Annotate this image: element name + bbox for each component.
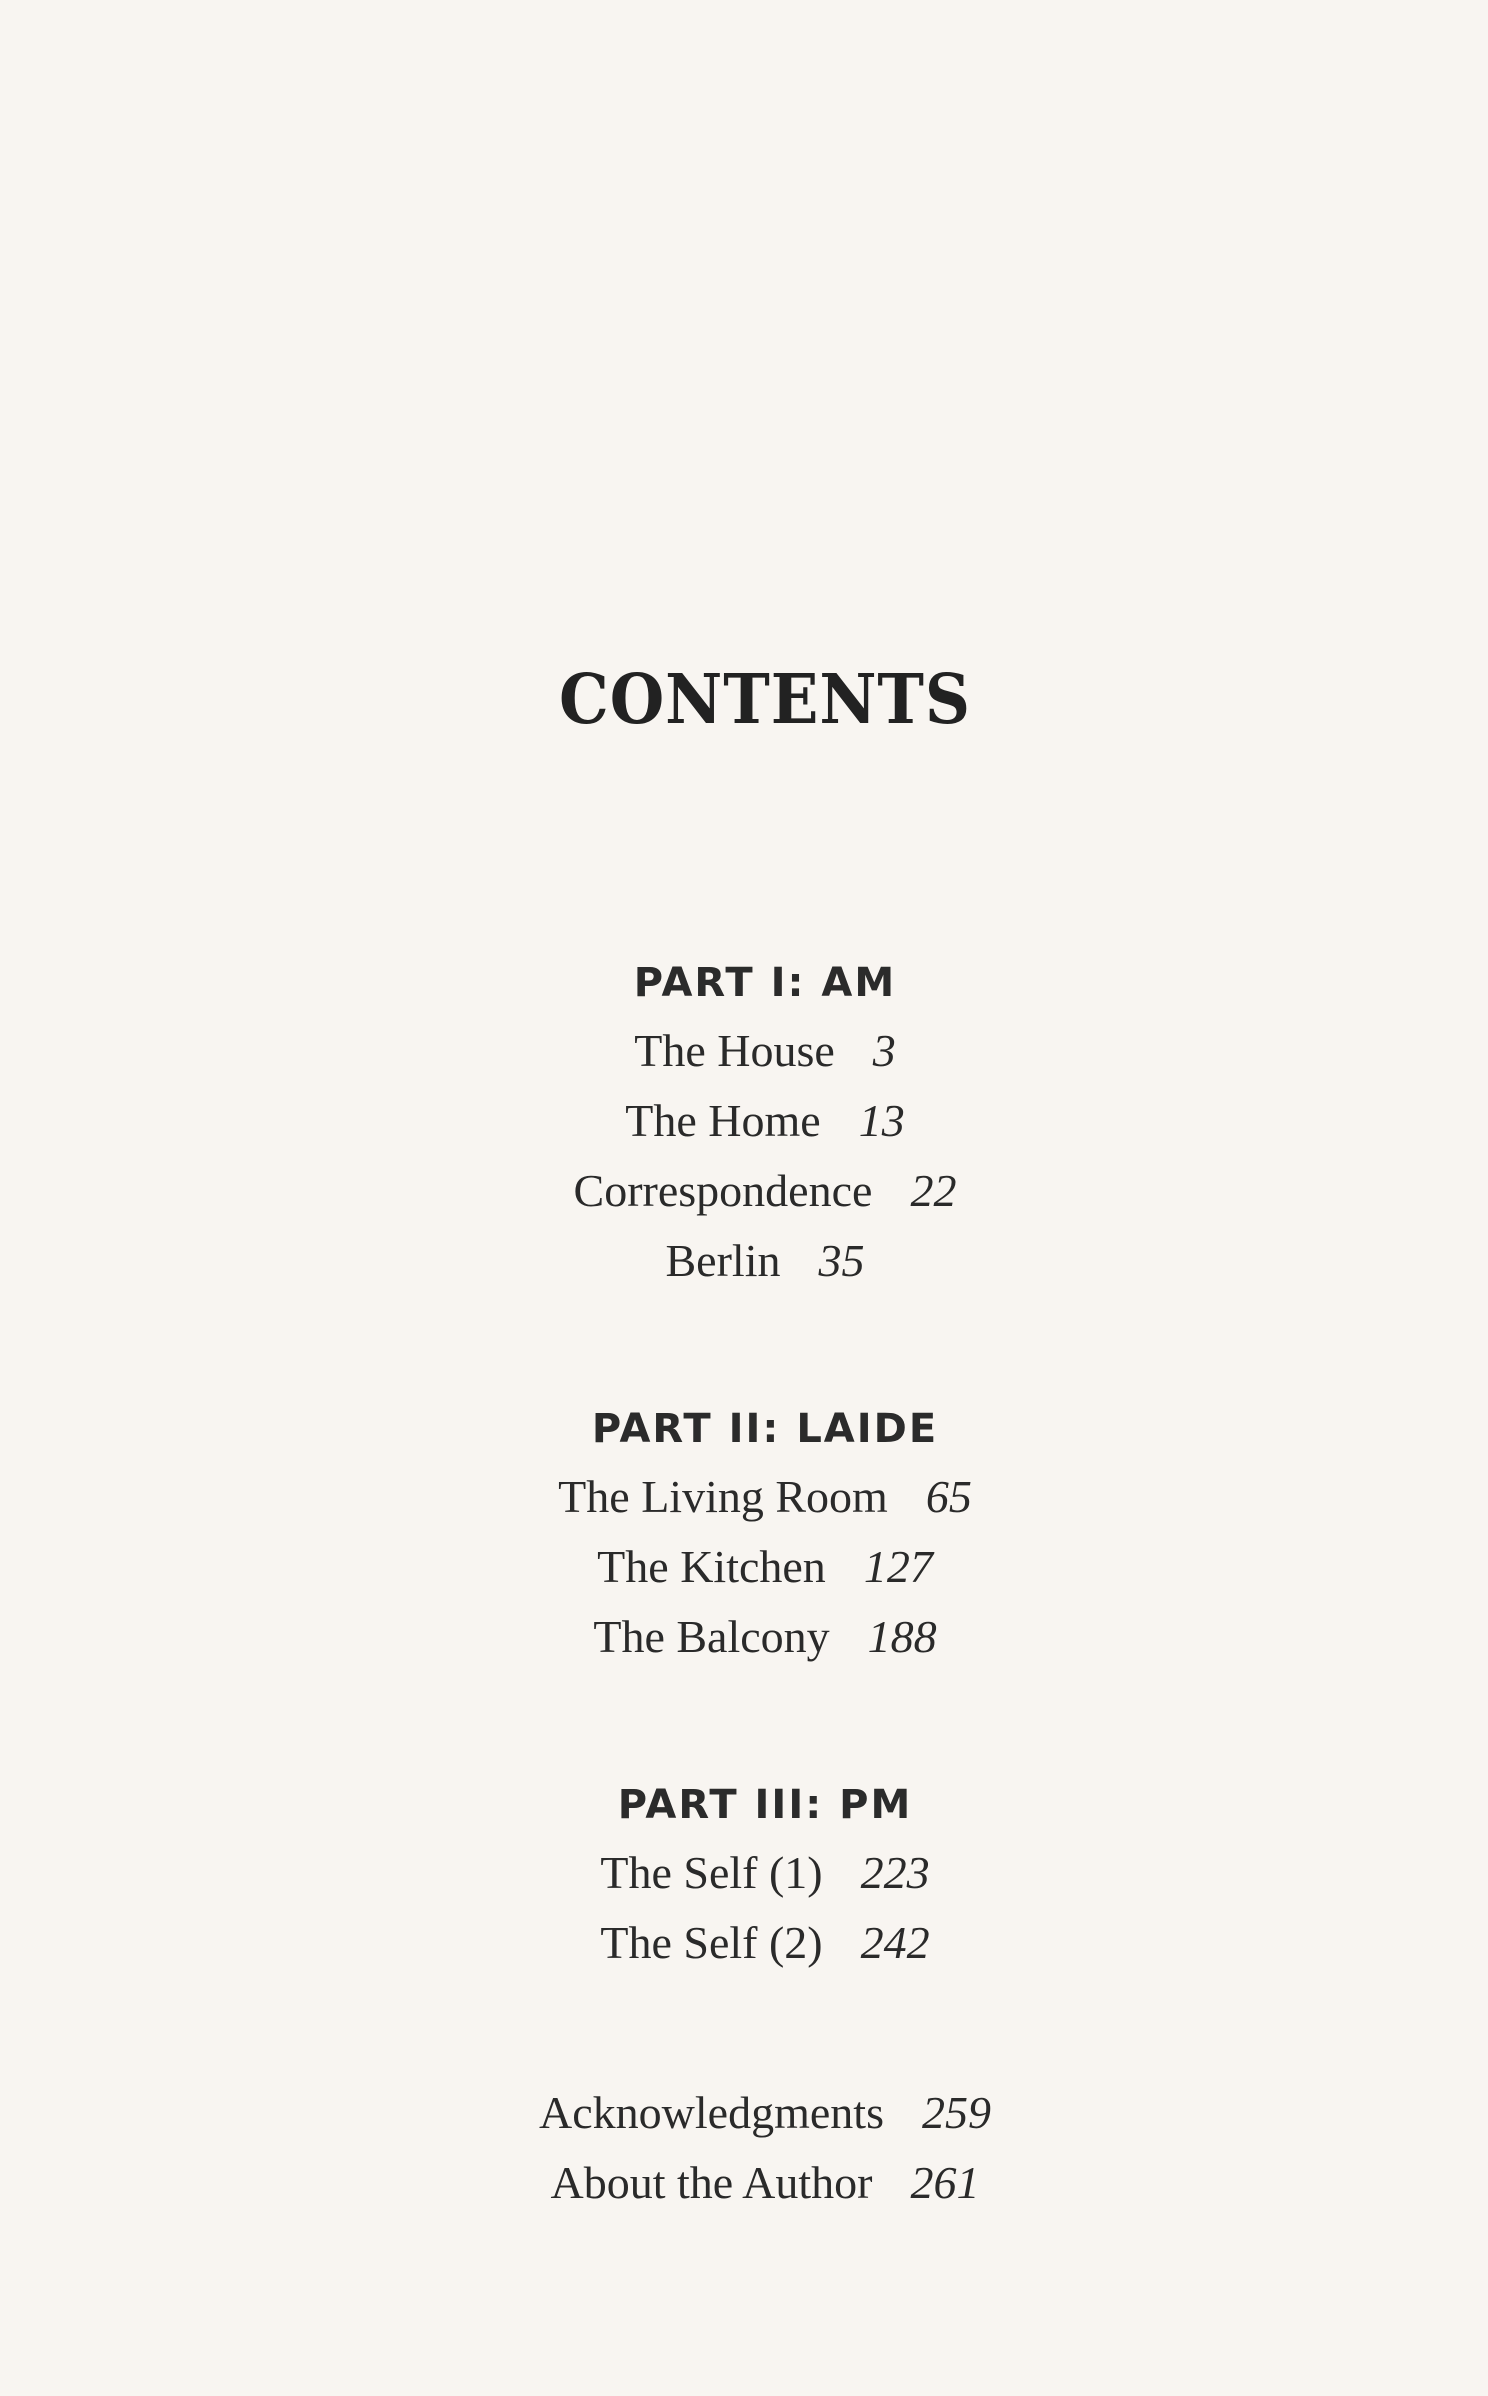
entry-page-number: 242	[860, 1917, 930, 1968]
entry-title: The Self (1)	[600, 1847, 823, 1898]
entry-page-number: 223	[860, 1847, 930, 1898]
entry-page-number: 65	[925, 1471, 972, 1522]
entry-page-number: 13	[858, 1095, 905, 1146]
part-2	[0, 1396, 1488, 1672]
entry-page-number: 127	[863, 1541, 933, 1592]
toc-entry	[0, 1532, 1488, 1602]
entry-title: Berlin	[665, 1235, 781, 1286]
end-matter	[0, 2078, 1488, 2218]
entry-page-number: 3	[872, 1025, 896, 1076]
entry-page-number: 259	[921, 2087, 991, 2138]
toc-entry	[0, 1908, 1488, 1978]
part-heading: PART II: LAIDE	[591, 1406, 939, 1452]
entry-title: The Self (2)	[600, 1917, 823, 1968]
toc-entry	[0, 2148, 1488, 2218]
toc-entry	[0, 1086, 1488, 1156]
entry-title: The House	[634, 1025, 835, 1076]
entry-title: About the Author	[550, 2157, 873, 2208]
part-1	[0, 950, 1488, 1296]
toc-entry	[0, 1602, 1488, 1672]
entry-page-number: 188	[867, 1611, 937, 1662]
contents-title: CONTENTS	[559, 660, 971, 740]
part-heading: PART III: PM	[617, 1782, 913, 1828]
toc-entry	[0, 1156, 1488, 1226]
entry-page-number: 261	[910, 2157, 980, 2208]
table-of-contents	[0, 950, 1488, 2218]
entry-title: Correspondence	[573, 1165, 873, 1216]
entry-title: The Kitchen	[597, 1541, 826, 1592]
part-3	[0, 1772, 1488, 1978]
toc-entry	[0, 1838, 1488, 1908]
entry-page-number: 22	[910, 1165, 957, 1216]
part-heading: PART I: AM	[633, 960, 897, 1006]
toc-entry	[0, 1016, 1488, 1086]
entry-title: The Balcony	[593, 1611, 830, 1662]
toc-entry	[0, 1226, 1488, 1296]
toc-entry	[0, 2078, 1488, 2148]
entry-title: The Living Room	[558, 1471, 888, 1522]
toc-entry	[0, 1462, 1488, 1532]
entry-page-number: 35	[818, 1235, 865, 1286]
entry-title: The Home	[625, 1095, 821, 1146]
entry-title: Acknowledgments	[539, 2087, 884, 2138]
